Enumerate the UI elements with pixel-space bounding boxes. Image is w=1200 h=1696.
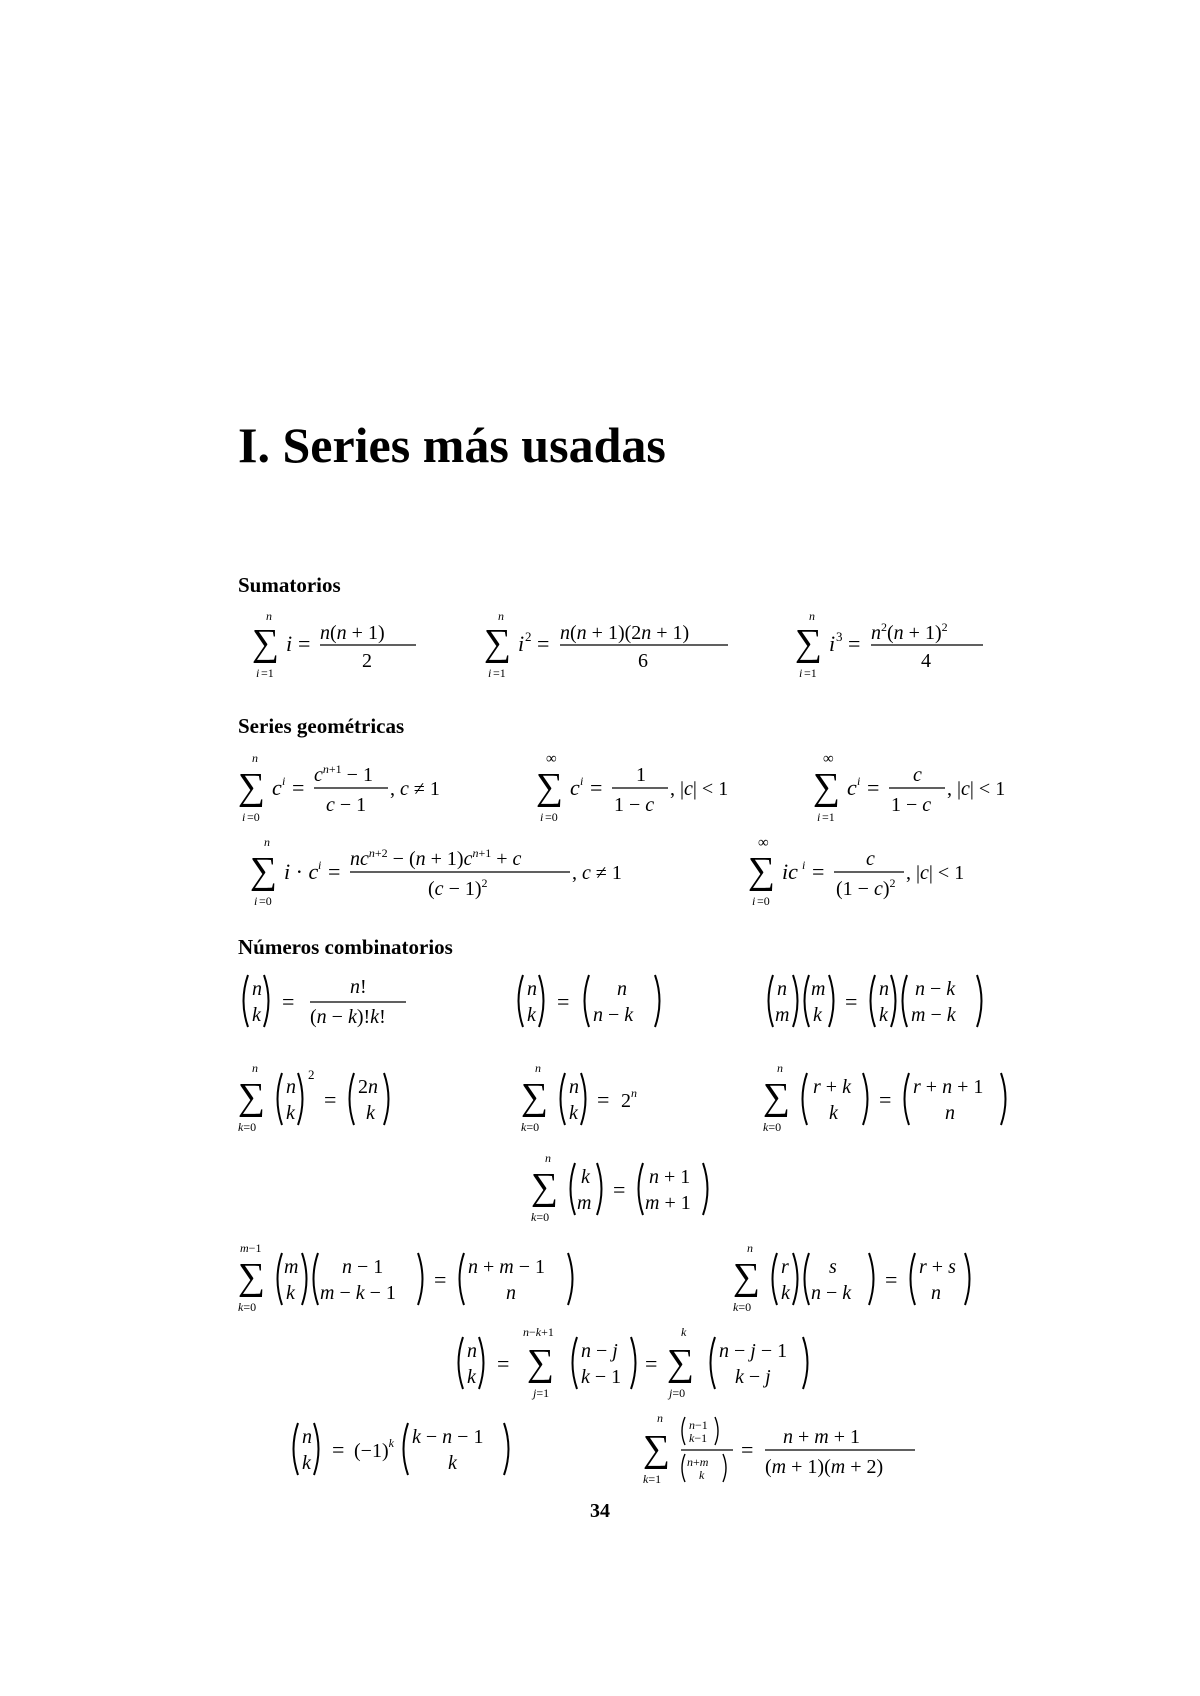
formula-sum-binomial-squared [238, 1059, 428, 1135]
svg-text:∑: ∑ [733, 1256, 761, 1298]
svg-text:n: n [617, 978, 627, 1000]
formula-sum-i [250, 607, 420, 679]
svg-text:s: s [829, 1256, 837, 1278]
svg-text:∑: ∑ [527, 1342, 555, 1384]
svg-text:n: n [497, 608, 504, 623]
svg-text:k: k [286, 1102, 295, 1124]
svg-text:n: n [945, 1102, 955, 1124]
svg-text:r + n + 1: r + n + 1 [913, 1076, 984, 1098]
svg-text:c: c [569, 775, 580, 800]
svg-text:∞: ∞ [545, 751, 557, 767]
svg-text:i: i [242, 810, 246, 824]
svg-text:m − k: m − k [911, 1004, 956, 1026]
svg-text:, |c| < 1: , |c| < 1 [669, 778, 728, 800]
svg-text:k − n − 1: k − n − 1 [412, 1426, 484, 1448]
svg-text:∑: ∑ [238, 1076, 266, 1118]
svg-text:i: i [487, 665, 491, 679]
svg-text:n: n [506, 1282, 516, 1304]
formula-sum-binomial [521, 1059, 671, 1135]
svg-text:n − j: n − j [581, 1340, 618, 1362]
svg-text:i: i [517, 630, 524, 656]
svg-text:=: = [812, 859, 825, 884]
svg-text:2: 2 [524, 628, 531, 644]
svg-text:n: n [809, 608, 815, 623]
svg-text:n(n + 1)(2n + 1): n(n + 1)(2n + 1) [559, 621, 689, 644]
formula-sum-binomial-upper [531, 1149, 736, 1225]
svg-text:k: k [580, 1166, 590, 1188]
svg-text:∑: ∑ [520, 1076, 548, 1118]
svg-text:n: n [252, 1061, 258, 1075]
svg-text:n: n [568, 1076, 579, 1098]
svg-text:k: k [829, 1102, 838, 1124]
formula-binomial-negation [288, 1409, 538, 1489]
svg-text:n: n [467, 1340, 477, 1362]
svg-text:k: k [448, 1452, 457, 1474]
svg-text:=: = [645, 1351, 658, 1376]
svg-text:k: k [813, 1004, 822, 1026]
svg-text:2n: 2$^n$ [620, 1086, 637, 1112]
svg-text:n: n [264, 835, 270, 849]
formula-arithmetico-geometric-finite [250, 833, 655, 911]
svg-text:n + m + 1: n + m + 1 [783, 1426, 861, 1448]
svg-text:n − k: n − k [811, 1282, 852, 1304]
chapter-title: I. Series más usadas [238, 417, 666, 473]
svg-text:2: 2 [362, 649, 372, 672]
svg-text:k: k [252, 1004, 261, 1026]
svg-text:n(n + 1): n(n + 1) [320, 621, 385, 644]
svg-text:=: = [434, 1267, 447, 1292]
svg-text:∞: ∞ [823, 751, 834, 767]
svg-text:k: k [681, 1325, 687, 1339]
svg-text:=: = [557, 989, 570, 1014]
svg-text:k: k [366, 1102, 375, 1124]
svg-text:1 − c: 1 − c [891, 794, 932, 816]
svg-text:1 − c: 1 − c [613, 794, 654, 816]
section-heading-geometricas: Series geométricas [238, 714, 405, 738]
svg-text:m: m [576, 1192, 591, 1214]
svg-text:k=0: k=0 [763, 1120, 782, 1134]
svg-text:, c ≠ 1: , c ≠ 1 [572, 862, 622, 884]
svg-text:, |c| < 1: , |c| < 1 [906, 862, 965, 884]
svg-text:c: c [913, 764, 922, 786]
formula-arithmetico-geometric-infinite [748, 833, 988, 911]
svg-text:m: m [775, 1004, 790, 1026]
svg-text:3: 3 [836, 628, 843, 644]
svg-text:k=0: k=0 [238, 1300, 257, 1314]
svg-text:k: k [568, 1102, 578, 1124]
svg-text:(−1)k: $(-1)^k$ [354, 1436, 394, 1462]
svg-text:k=0: k=0 [530, 1210, 549, 1224]
svg-text:4: 4 [921, 649, 931, 672]
svg-text:∑: ∑ [530, 1166, 558, 1208]
svg-text:n: n [544, 1151, 551, 1165]
svg-text:∑: ∑ [643, 1428, 671, 1470]
svg-text:=0: =0 [757, 894, 770, 908]
svg-text:m−1: m−1 [240, 1241, 262, 1255]
svg-text:=1: =1 [492, 665, 506, 679]
svg-text:∑: ∑ [813, 766, 841, 808]
svg-text:c: c [866, 848, 875, 870]
svg-text:=: = [741, 1437, 754, 1462]
svg-text:k=0: k=0 [520, 1120, 539, 1134]
svg-text:n: n [527, 978, 537, 1000]
svg-text:n: n [747, 1241, 753, 1255]
svg-text:2n: 2n [358, 1076, 378, 1098]
svg-text:=: = [328, 859, 341, 884]
svg-text:(1 − c)2: $(1 - c)^2$ [836, 876, 896, 900]
svg-text:i: i [286, 630, 293, 656]
svg-text:n: n [252, 978, 262, 1000]
svg-text:=: = [867, 775, 880, 800]
svg-text:k−1: k−1 [689, 1431, 708, 1445]
formula-geometric-infinite-from-0 [536, 749, 751, 825]
section-heading-combinatorios: Números combinatorios [238, 935, 453, 959]
formula-vandermonde-variant [238, 1239, 618, 1317]
formula-sum-i-cubed [793, 607, 988, 679]
formula-sum-binomial-ratio [643, 1409, 928, 1489]
svg-text:(c − 1)2: $(c - 1)^2$ [428, 876, 488, 900]
svg-text:n + m − 1: n + m − 1 [468, 1256, 546, 1278]
svg-text:i: i [579, 774, 583, 788]
svg-text:=0: =0 [247, 810, 260, 824]
svg-text:n − k: n − k [915, 978, 956, 1000]
svg-text:∑: ∑ [535, 766, 563, 808]
svg-text:n + 1: n + 1 [648, 1166, 690, 1188]
svg-text:(n − k)!k!: (n − k)!k! [310, 1006, 386, 1028]
svg-text:c: c [272, 775, 282, 800]
svg-text:i: i [539, 810, 543, 824]
svg-text:i: i [829, 630, 836, 656]
svg-text:n: n [777, 1061, 783, 1075]
svg-text:=: = [298, 630, 311, 656]
formula-vandermonde [733, 1239, 1008, 1317]
svg-text:∞: ∞ [758, 835, 769, 851]
svg-text:k: k [467, 1366, 476, 1388]
svg-text:n: n [252, 751, 258, 765]
svg-text:=: = [848, 630, 861, 656]
svg-text:(m + 1)(m + 2): (m + 1)(m + 2) [765, 1456, 884, 1478]
svg-text:n−k+1: n−k+1 [523, 1325, 554, 1339]
svg-text:k: k [699, 1468, 705, 1482]
svg-text:=0: =0 [259, 894, 272, 908]
svg-text:n−1: n−1 [689, 1418, 708, 1432]
svg-text:j=0: j=0 [669, 1386, 686, 1400]
svg-text:=: = [324, 1087, 337, 1112]
svg-text:=0: =0 [544, 810, 558, 824]
formula-binomial-sum-decomposition [453, 1323, 853, 1403]
svg-text:=: = [332, 1437, 345, 1462]
svg-text:r: r [781, 1256, 789, 1278]
formula-binomial-definition [238, 969, 428, 1033]
svg-text:n: n [286, 1076, 296, 1098]
svg-text:m: m [811, 978, 826, 1000]
svg-text:k: k [527, 1004, 536, 1026]
svg-text:∑: ∑ [252, 621, 280, 664]
svg-text:n!: n! [350, 976, 367, 998]
svg-text:, |c| < 1: , |c| < 1 [947, 778, 1006, 800]
svg-text:∑: ∑ [483, 621, 511, 664]
svg-text:∑: ∑ [238, 766, 266, 808]
svg-text:=: = [845, 989, 858, 1014]
svg-text:6: 6 [637, 649, 648, 672]
formula-sum-i-squared [482, 607, 732, 679]
svg-text:n: n [879, 978, 889, 1000]
svg-text:k: k [286, 1282, 295, 1304]
svg-text:j=1: j=1 [533, 1386, 550, 1400]
svg-text:=: = [879, 1087, 892, 1112]
svg-text:k − 1: k − 1 [581, 1366, 622, 1388]
svg-text:k − j: k − j [735, 1366, 771, 1388]
svg-text:n2(n + 1)2: $n^2(n + 1)^2$ [871, 619, 948, 644]
svg-text:m − k − 1: m − k − 1 [320, 1282, 396, 1304]
section-heading-sumatorios: Sumatorios [238, 573, 341, 597]
svg-text:∑: ∑ [748, 850, 776, 892]
svg-text:m + 1: m + 1 [644, 1192, 691, 1214]
svg-text:i: i [752, 894, 756, 908]
svg-text:2: 2 [308, 1067, 315, 1082]
formula-binomial-product [763, 969, 1028, 1033]
svg-text:i: i [799, 665, 803, 679]
svg-text:=1: =1 [822, 810, 835, 824]
svg-text:1: 1 [635, 764, 646, 786]
svg-text:i: i [857, 774, 861, 788]
formula-geometric-infinite-from-1 [813, 749, 1028, 825]
svg-text:i · c: i · c [284, 859, 319, 884]
svg-text:=: = [612, 1177, 625, 1202]
svg-text:r + k: r + k [813, 1076, 851, 1098]
svg-text:i: i [817, 810, 821, 824]
svg-text:n − j − 1: n − j − 1 [719, 1340, 788, 1362]
svg-text:k=0: k=0 [733, 1300, 752, 1314]
svg-text:n+m: n+m [687, 1455, 709, 1469]
svg-text:k: k [302, 1452, 311, 1474]
svg-text:=1: =1 [261, 665, 274, 679]
svg-text:∑: ∑ [250, 850, 278, 892]
svg-text:k=1: k=1 [643, 1472, 662, 1486]
svg-text:∑: ∑ [238, 1256, 266, 1298]
svg-text:i: i [282, 774, 286, 788]
svg-text:∑: ∑ [667, 1342, 695, 1384]
svg-text:m: m [284, 1256, 299, 1278]
svg-text:=: = [589, 775, 602, 800]
svg-text:=: = [885, 1267, 898, 1292]
svg-text:k: k [781, 1282, 790, 1304]
svg-text:=: = [536, 630, 549, 656]
svg-text:c − 1: c − 1 [326, 794, 367, 816]
svg-text:, c ≠ 1: , c ≠ 1 [390, 778, 440, 800]
svg-text:n: n [266, 608, 272, 623]
svg-text:=: = [292, 775, 305, 800]
svg-text:ic: ic [782, 859, 798, 884]
svg-text:r + s: r + s [919, 1256, 956, 1278]
formula-sum-binomial-hockey [763, 1059, 1028, 1135]
svg-text:i: i [254, 894, 258, 908]
svg-text:i: i [318, 858, 322, 872]
svg-text:n − k: n − k [593, 1004, 634, 1026]
svg-text:ncn+2 − (n + 1)cn+1 + c: $nc^{n+2} - (n + 1)c^{n+1} + c$ [350, 846, 522, 870]
svg-text:k=0: k=0 [238, 1120, 257, 1134]
svg-text:=: = [596, 1087, 609, 1112]
svg-text:n − 1: n − 1 [342, 1256, 384, 1278]
svg-text:∑: ∑ [763, 1076, 791, 1118]
svg-text:i: i [256, 665, 260, 679]
formula-binomial-symmetry [513, 969, 678, 1033]
svg-text:n: n [657, 1411, 663, 1425]
svg-text:∑: ∑ [795, 621, 823, 664]
svg-text:k: k [879, 1004, 888, 1026]
page-number: 34 [590, 1500, 610, 1522]
svg-text:i: i [802, 858, 806, 872]
formula-geometric-finite [238, 749, 473, 825]
svg-text:n: n [931, 1282, 941, 1304]
svg-text:c: c [847, 775, 857, 800]
svg-text:=: = [497, 1351, 510, 1376]
svg-text:cn+1 − 1: $c^{n+1} - 1$ [314, 762, 373, 786]
svg-text:n: n [534, 1061, 541, 1075]
svg-text:n: n [777, 978, 787, 1000]
svg-text:=1: =1 [804, 665, 817, 679]
svg-text:=: = [282, 989, 295, 1014]
svg-text:n: n [302, 1426, 312, 1448]
